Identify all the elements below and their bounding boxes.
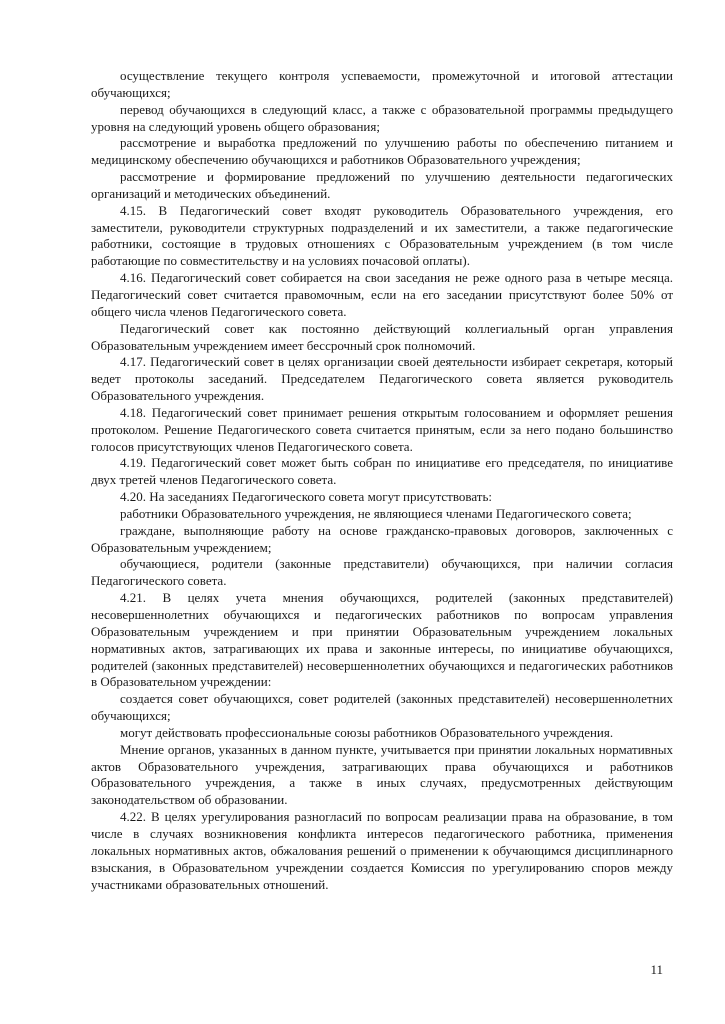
paragraph: Педагогический совет как постоянно действующий коллегиальный орган управления Образовательным учреждением имеет бессрочный срок полномочий. [91, 320, 673, 353]
paragraph: Мнение органов, указанных в данном пункте, учитывается при принятии локальных нормативных актов Образовательного учреждения, затрагивающих права обучающихся и работников Образовательного учреждения, а также в иных случаях, предусмотренных действующим законодательством об образовании. [91, 741, 673, 808]
paragraph: создается совет обучающихся, совет родителей (законных представителей) несовершеннолетних обучающихся; [91, 691, 673, 724]
paragraph: перевод обучающихся в следующий класс, а также с образовательной программы предыдущего уровня на следующий уровень общего образования; [91, 101, 673, 134]
paragraph: 4.20. На заседаниях Педагогического совета могут присутствовать: [120, 489, 493, 505]
paragraph: граждане, выполняющие работу на основе гражданско-правовых договоров, заключенных с Образовательным учреждением; [91, 522, 673, 555]
paragraph: 4.16. Педагогический совет собирается на свои заседания не реже одного раза в четыре месяца. Педагогический совет считается правомочным, если на его заседании присутствуют более 50% от общего числа членов Педагогического совета. [91, 270, 673, 319]
document-body [91, 68, 673, 893]
paragraph: 4.19. Педагогический совет может быть собран по инициативе его председателя, по инициативе двух третей членов Педагогического совета. [91, 455, 673, 488]
paragraph: 4.21. В целях учета мнения обучающихся, родителей (законных представителей) несовершеннолетних обучающихся и педагогических работников по вопросам управления Образовательным учреждением и при принятии Образовательным учреждением локальных нормативных актов, затрагивающих их права и законные интересы, по инициативе обучающихся, родителей (законных представителей) несовершеннолетних обучающихся и педагогических работников в Образовательном учреждении: [91, 590, 673, 690]
paragraph: рассмотрение и выработка предложений по улучшению работы по обеспечению питанием и медицинскому обеспечению обучающихся и работников Образовательного учреждения; [91, 135, 673, 168]
paragraph: могут действовать профессиональные союзы работников Образовательного учреждения. [120, 724, 614, 740]
page-number: 11 [650, 962, 663, 977]
paragraph: осуществление текущего контроля успеваемости, промежуточной и итоговой аттестации обучающихся; [91, 68, 673, 100]
paragraph: 4.17. Педагогический совет в целях организации своей деятельности избирает секретаря, который ведет протоколы заседаний. Председателем Педагогического совета является руководитель Образовательного учреждения. [91, 354, 673, 404]
paragraph: рассмотрение и формирование предложений по улучшению деятельности педагогических организаций и методических объединений. [91, 169, 673, 201]
paragraph: работники Образовательного учреждения, не являющиеся членами Педагогического совета; [120, 505, 632, 521]
paragraph: обучающиеся, родители (законные представители) обучающихся, при наличии согласия Педагогического совета. [91, 556, 673, 589]
paragraph: 4.22. В целях урегулирования разногласий по вопросам реализации права на образование, в том числе в случаях возникновения конфликта интересов педагогического работника, применения локальных нормативных актов, обжалования решений о применении к обучающимся дисциплинарного взыскания, в Образовательном учреждении создается Комиссия по урегулированию споров между участниками образовательных отношений. [91, 809, 673, 892]
paragraph: 4.15. В Педагогический совет входят руководитель Образовательного учреждения, его заместители, руководители структурных подразделений и их заместители, а также педагогические работники, состоящие в трудовых отношениях с Образовательным учреждением (в том числе работающие по совместительству и на условиях почасовой оплаты). [91, 202, 673, 269]
paragraph: 4.18. Педагогический совет принимает решения открытым голосованием и оформляет решения протоколом. Решение Педагогического совета считается принятым, если за него подано большинство голосов присутствующих членов Педагогического совета. [91, 404, 673, 454]
